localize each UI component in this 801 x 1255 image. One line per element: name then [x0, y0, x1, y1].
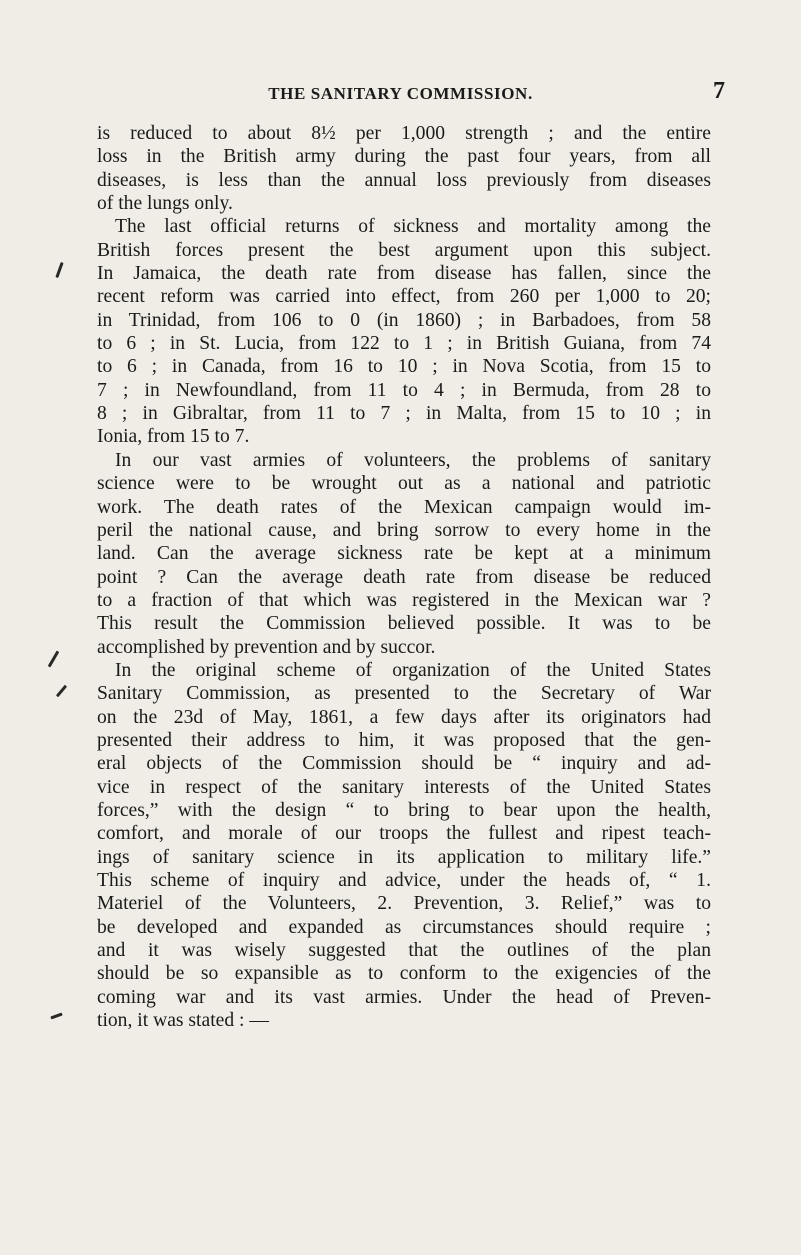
text-line: diseases, is less than the annual loss previously from diseases: [97, 169, 711, 191]
text-line: comfort, and morale of our troops the fullest and ripest teach-: [97, 823, 711, 845]
text-line: should be so expansible as to conform to the exigencies of the: [97, 963, 711, 985]
text-line: The last official returns of sickness and mortality among the: [115, 216, 711, 238]
text-line: point ? Can the average death rate from disease be reduced: [97, 566, 711, 588]
margin-mark: [55, 262, 63, 278]
text-line: eral objects of the Commission should be “ inquiry and ad-: [97, 753, 711, 775]
text-line: in Trinidad, from 106 to 0 (in 1860) ; in Barbadoes, from 58: [97, 309, 711, 331]
text-line: of the lungs only.: [97, 193, 233, 215]
page-number: 7: [713, 78, 725, 104]
margin-mark: [50, 1013, 62, 1020]
text-line: coming war and its vast armies. Under the head of Preven-: [97, 986, 711, 1008]
text-line: to 6 ; in Canada, from 16 to 10 ; in Nova Scotia, from 15 to: [97, 356, 711, 378]
text-line: to a fraction of that which was registered in the Mexican war ?: [97, 589, 711, 611]
text-line: vice in respect of the sanitary interests of the United States: [97, 776, 711, 798]
text-line: loss in the British army during the past four years, from all: [97, 146, 711, 168]
text-line: and it was wisely suggested that the outlines of the plan: [97, 940, 711, 962]
text-line: be developed and expanded as circumstances should require ;: [97, 916, 711, 938]
text-line: land. Can the average sickness rate be kept at a minimum: [97, 543, 711, 565]
text-line: work. The death rates of the Mexican campaign would im-: [97, 496, 711, 518]
text-line: forces,” with the design “ to bring to bear upon the health,: [97, 799, 711, 821]
text-line: on the 23d of May, 1861, a few days after its originators had: [97, 706, 711, 728]
running-head: THE SANITARY COMMISSION.: [268, 84, 533, 103]
text-line: Sanitary Commission, as presented to the Secretary of War: [97, 683, 711, 705]
margin-mark: [56, 685, 67, 698]
text-line: presented their address to him, it was proposed that the gen-: [97, 729, 711, 751]
text-line: accomplished by prevention and by succor.: [97, 636, 436, 658]
margin-mark: [48, 650, 60, 667]
text-line: is reduced to about 8½ per 1,000 strength ; and the entire: [97, 123, 711, 144]
text-line: In the original scheme of organization of the United States: [115, 659, 711, 681]
text-line: This result the Commission believed possible. It was to be: [97, 613, 711, 635]
text-line: to 6 ; in St. Lucia, from 122 to 1 ; in British Guiana, from 74: [97, 333, 711, 355]
text-line: recent reform was carried into effect, from 260 per 1,000 to 20;: [97, 286, 711, 308]
text-line: Ionia, from 15 to 7.: [97, 426, 250, 448]
text-line: In our vast armies of volunteers, the problems of sanitary: [115, 449, 711, 471]
text-line: 7 ; in Newfoundland, from 11 to 4 ; in Bermuda, from 28 to: [97, 379, 711, 401]
text-line: Materiel of the Volunteers, 2. Prevention, 3. Relief,” was to: [97, 893, 711, 915]
text-line: tion, it was stated : —: [97, 1010, 269, 1032]
text-line: ings of sanitary science in its application to military life.”: [97, 846, 711, 868]
text-line: This scheme of inquiry and advice, under the heads of, “ 1.: [97, 870, 711, 891]
text-line: British forces present the best argument upon this subject.: [97, 239, 711, 261]
text-line: science were to be wrought out as a national and patriotic: [97, 473, 711, 495]
page-header: [0, 78, 801, 112]
text-line: peril the national cause, and bring sorrow to every home in the: [97, 519, 711, 541]
body-text: [97, 122, 711, 1032]
text-line: In Jamaica, the death rate from disease has fallen, since the: [97, 263, 711, 285]
text-line: 8 ; in Gibraltar, from 11 to 7 ; in Malta, from 15 to 10 ; in: [97, 403, 711, 425]
